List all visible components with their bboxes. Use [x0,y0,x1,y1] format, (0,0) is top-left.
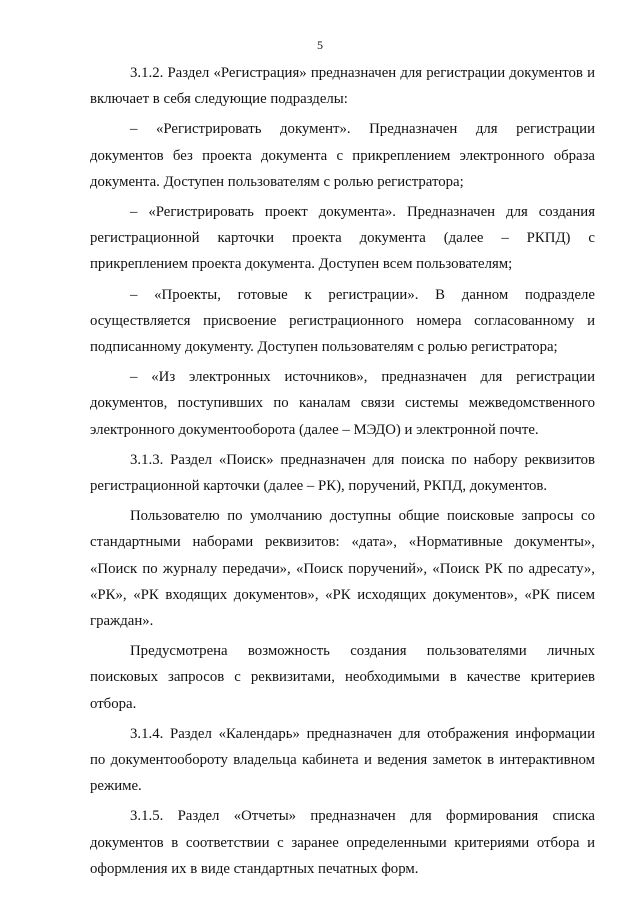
paragraph-register-document: – «Регистрировать документ». Предназначен для регистрации документов без проекта документа с прикреплением электронного образа документа. Доступен пользователям с ролью регистратора; [90,121,595,190]
paragraph-personal-queries: Предусмотрена возможность создания пользователями личных поисковых запросов с реквизитами, необходимыми в качестве критериев отбора. [90,643,595,712]
paragraph-section-3-1-4: 3.1.4. Раздел «Календарь» предназначен для отображения информации по документообороту владельца кабинета и ведения заметок в интерактивном режиме. [90,725,595,795]
paragraph-section-3-1-2: 3.1.2. Раздел «Регистрация» предназначен для регистрации документов и включает в себя следующие подразделы: [90,65,595,108]
document-body [90,60,595,882]
paragraph-section-3-1-3: 3.1.3. Раздел «Поиск» предназначен для поиска по набору реквизитов регистрационной карточки (далее – РК), поручений, РКПД, документов. [90,451,595,495]
paragraph-register-draft: – «Регистрировать проект документа». Предназначен для создания регистрационной карточки проекта документа (далее – РКПД) с прикреплением проекта документа. Доступен всем пользователям; [90,204,595,273]
paragraph-default-queries: Пользователю по умолчанию доступны общие поисковые запросы со стандартными наборами реквизитов: «дата», «Нормативные документы», «Поиск по журналу передачи», «Поиск поручений», «Поиск РК по адресату», «РК», «РК входящих документов», «РК исходящих документов», «РК писем граждан». [90,508,595,630]
paragraph-drafts-ready: – «Проекты, готовые к регистрации». В данном подразделе осуществляется присвоение регистрационного номера согласованному и подписанному документу. Доступен пользователям с ролью регистратора; [90,286,595,356]
paragraph-section-3-1-5: 3.1.5. Раздел «Отчеты» предназначен для формирования списка документов в соответствии с заранее определенными критериями отбора и оформления их в виде стандартных печатных форм. [90,808,595,877]
page-number: 5 [317,38,323,52]
paragraph-electronic-sources: – «Из электронных источников», предназначен для регистрации документов, поступивших по каналам связи системы межведомственного электронного документооборота (далее – МЭДО) и электронной почте. [90,369,595,438]
